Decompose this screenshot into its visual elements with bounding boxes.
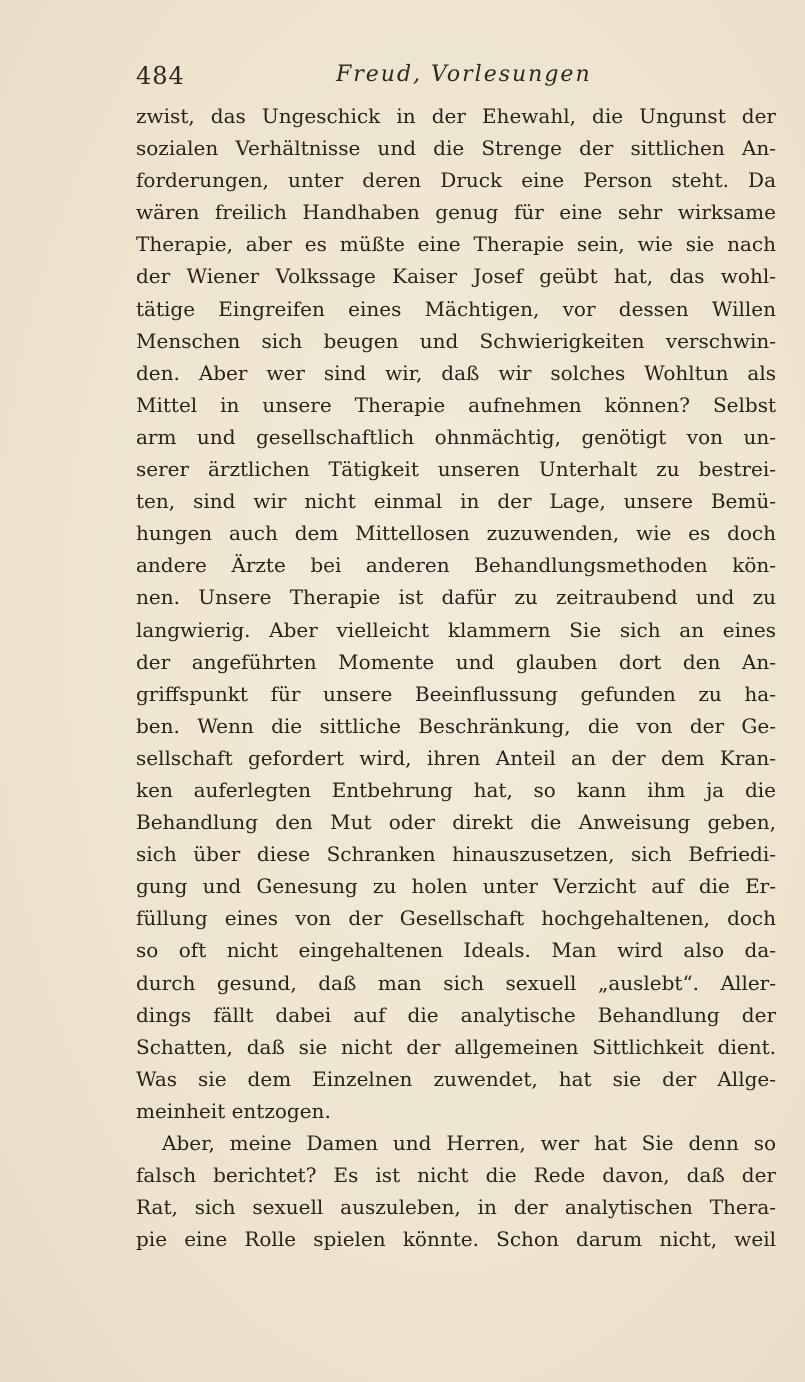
text-line: ken auferlegten Entbehrung hat, so kann ihm ja die: [136, 777, 776, 802]
text-line-paragraph-end: meinheit entzogen.: [136, 1098, 331, 1123]
text-line: Schatten, daß sie nicht der allgemeinen Sittlichkeit dient.: [136, 1034, 776, 1059]
text-line: hungen auch dem Mittellosen zuzuwenden, wie es doch: [136, 521, 776, 546]
text-line: arm und gesellschaftlich ohnmächtig, genötigt von un-: [136, 424, 776, 449]
text-line: forderungen, unter deren Druck eine Person steht. Da: [136, 168, 776, 193]
text-line: Was sie dem Einzelnen zuwendet, hat sie der Allge-: [136, 1066, 776, 1091]
text-line: der Wiener Volkssage Kaiser Josef geübt hat, das wohl-: [136, 264, 776, 289]
text-line: ten, sind wir nicht einmal in der Lage, unsere Bemü-: [136, 489, 776, 514]
text-line: tätige Eingreifen eines Mächtigen, vor dessen Willen: [136, 296, 776, 321]
text-line: zwist, das Ungeschick in der Ehewahl, die Ungunst der: [136, 104, 776, 128]
text-line: griffspunkt für unsere Beeinflussung gefunden zu ha-: [136, 681, 776, 706]
text-line-paragraph-start: Aber, meine Damen und Herren, wer hat Sie denn so: [162, 1131, 776, 1155]
text-line: serer ärztlichen Tätigkeit unseren Unterhalt zu bestrei-: [136, 457, 776, 482]
running-title: Freud, Vorlesungen: [336, 62, 592, 87]
text-line: nen. Unsere Therapie ist dafür zu zeitraubend und zu: [136, 585, 776, 610]
text-line: gung und Genesung zu holen unter Verzicht auf die Er-: [136, 874, 776, 899]
running-head: [136, 62, 776, 98]
text-line: Behandlung den Mut oder direkt die Anweisung geben,: [136, 810, 776, 835]
text-line: Mittel in unsere Therapie aufnehmen können? Selbst: [136, 392, 776, 417]
text-line: sellschaft gefordert wird, ihren Anteil an der dem Kran-: [136, 745, 776, 770]
text-line: so oft nicht eingehaltenen Ideals. Man wird also da-: [136, 938, 776, 963]
body-text: [136, 100, 776, 1255]
text-line: durch gesund, daß man sich sexuell „auslebt“. Aller-: [136, 970, 776, 995]
text-line: den. Aber wer sind wir, daß wir solches Wohltun als: [136, 360, 776, 385]
text-line: ben. Wenn die sittliche Beschränkung, die von der Ge-: [136, 713, 776, 738]
text-line: der angeführten Momente und glauben dort den An-: [136, 649, 776, 674]
text-line: sich über diese Schranken hinauszusetzen, sich Befriedi-: [136, 842, 776, 867]
page-number: 484: [136, 62, 185, 90]
text-line: Therapie, aber es müßte eine Therapie sein, wie sie nach: [136, 232, 776, 257]
text-line: langwierig. Aber vielleicht klammern Sie sich an eines: [136, 617, 776, 642]
text-line: füllung eines von der Gesellschaft hochgehaltenen, doch: [136, 906, 776, 931]
text-line: Rat, sich sexuell auszuleben, in der analytischen Thera-: [136, 1195, 776, 1220]
text-line: dings fällt dabei auf die analytische Behandlung der: [136, 1002, 776, 1027]
text-line: sozialen Verhältnisse und die Strenge der sittlichen An-: [136, 136, 776, 161]
text-line: wären freilich Handhaben genug für eine sehr wirksame: [136, 200, 776, 225]
text-line: falsch berichtet? Es ist nicht die Rede davon, daß der: [136, 1163, 776, 1188]
text-line: pie eine Rolle spielen könnte. Schon darum nicht, weil: [136, 1227, 776, 1252]
text-line: andere Ärzte bei anderen Behandlungsmethoden kön-: [136, 553, 776, 578]
text-line: Menschen sich beugen und Schwierigkeiten verschwin-: [136, 328, 776, 353]
